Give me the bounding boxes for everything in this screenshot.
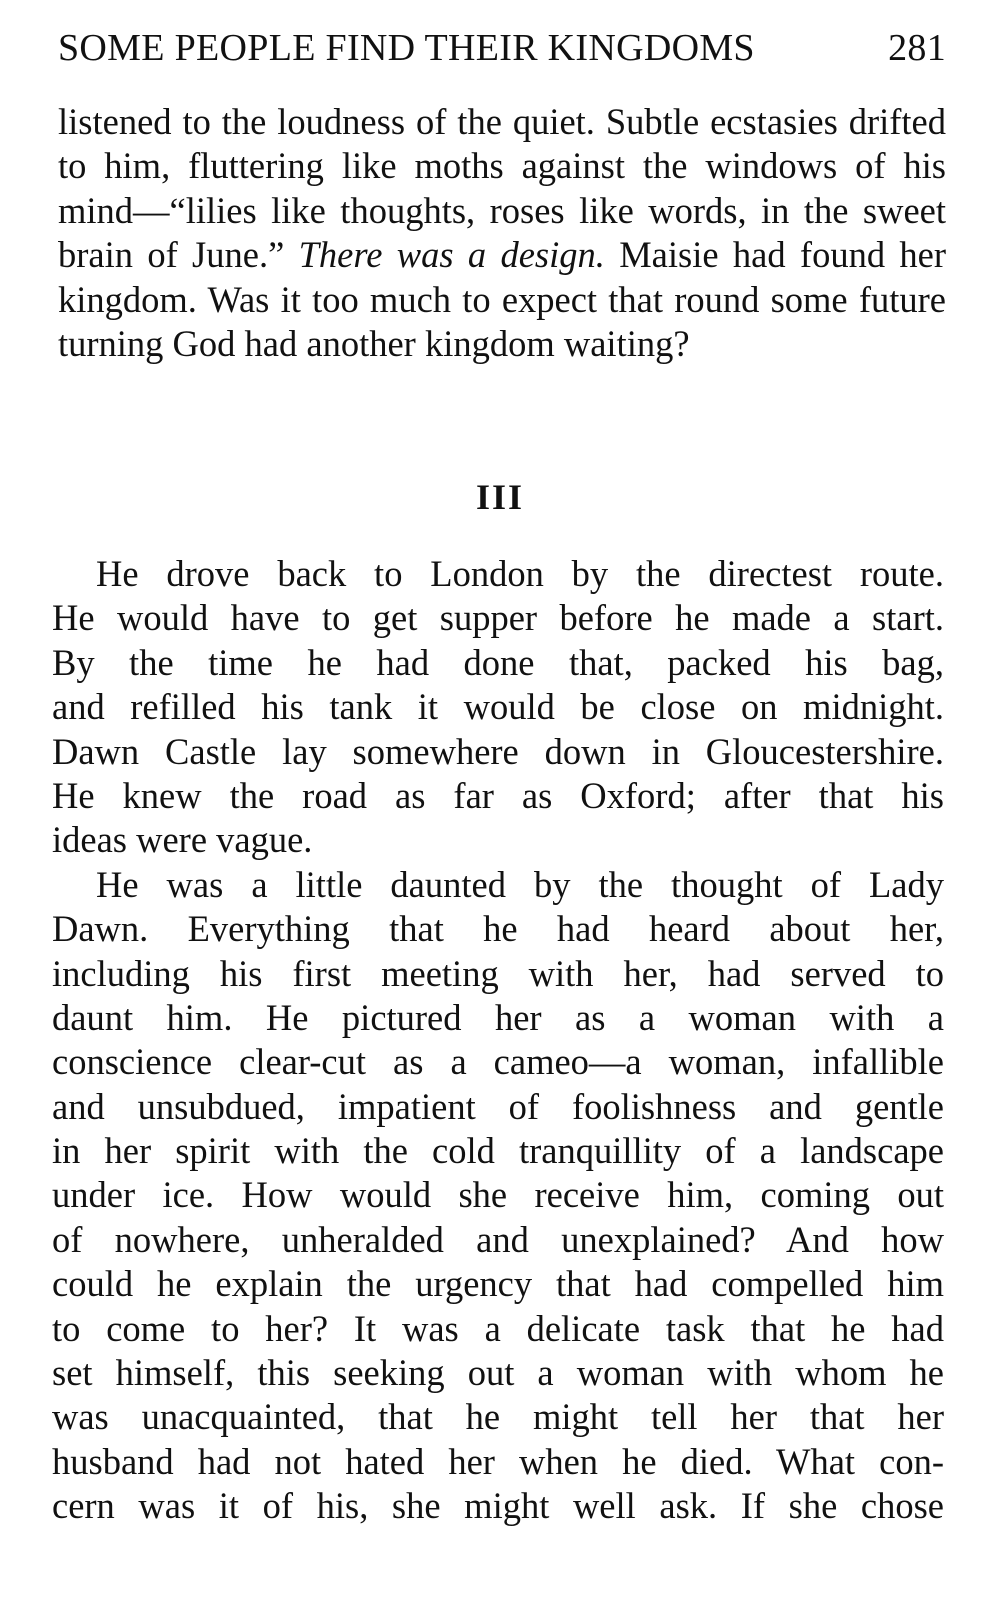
text-line: under ice. How would she receive him, coming out <box>52 1174 944 1216</box>
text-line: conscience clear-cut as a cameo—a woman, infallible <box>52 1041 944 1083</box>
text-line: He knew the road as far as Oxford; after that his <box>52 774 944 816</box>
paragraph-3 <box>52 863 944 1529</box>
text-line: including his first meeting with her, had served to <box>52 952 944 994</box>
running-header <box>58 26 946 76</box>
text-line: to come to her? It was a delicate task that he had <box>52 1307 944 1349</box>
text-line: cern was it of his, she might well ask. If she chose <box>52 1485 944 1527</box>
paragraph-1-italic-phrase: There was a design. <box>298 234 605 276</box>
paragraph-2 <box>52 552 944 863</box>
text-line: and refilled his tank it would be close on midnight. <box>52 686 944 728</box>
page-number: 281 <box>888 27 946 69</box>
text-line: He would have to get supper before he made a start. <box>52 597 944 639</box>
text-line: He was a little daunted by the thought of Lady <box>96 863 944 905</box>
text-line: could he explain the urgency that had compelled him <box>52 1263 944 1305</box>
text-line: was unacquainted, that he might tell her that her <box>52 1396 944 1438</box>
paragraph-1 <box>58 100 946 366</box>
text-line: husband had not hated her when he died. What con- <box>52 1440 944 1482</box>
text-line: in her spirit with the cold tranquillity of a landscape <box>52 1130 944 1172</box>
section-heading: III <box>475 477 525 517</box>
paragraph-continued <box>58 100 946 366</box>
running-title: SOME PEOPLE FIND THEIR KINGDOMS <box>58 27 755 69</box>
text-line: and unsubdued, impatient of foolishness and gentle <box>52 1085 944 1127</box>
text-line: daunt him. He pictured her as a woman with a <box>52 996 944 1038</box>
text-line: By the time he had done that, packed his bag, <box>52 641 944 683</box>
section-body <box>52 552 944 1529</box>
text-line: set himself, this seeking out a woman with whom he <box>52 1352 944 1394</box>
text-line: of nowhere, unheralded and unexplained? And how <box>52 1218 944 1260</box>
text-line: ideas were vague. <box>52 819 313 861</box>
text-line: Dawn. Everything that he had heard about her, <box>52 908 944 950</box>
paragraph-1-text-a: listened to the loudness of the quiet. Subtle ecstasies drifted to him, fluttering like moths against the windows of his mind—“lilies like thoughts, roses like words, in the sweet brain of June.” <box>58 101 946 276</box>
text-line: He drove back to London by the directest route. <box>96 553 944 594</box>
paragraph-1-text-b: Maisie had found her kingdom. Was it too much to expect that round some future turning God had another kingdom waiting? <box>58 234 946 365</box>
text-line: Dawn Castle lay somewhere down in Gloucestershire. <box>52 730 944 772</box>
